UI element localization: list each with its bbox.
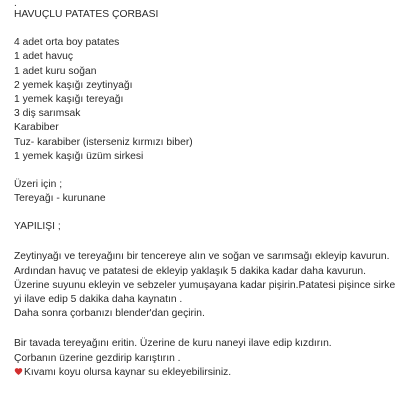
ingredient-item: 2 yemek kaşığı zeytinyağı [14, 79, 133, 91]
ingredient-item: 1 adet havuç [14, 51, 73, 63]
spacer [14, 22, 396, 36]
topping-text: Tereyağı - kurunane [14, 193, 106, 205]
ingredient-item: 4 adet orta boy patates [14, 37, 120, 49]
spacer [14, 164, 396, 178]
ingredient-item: 1 yemek kaşığı üzüm sirkesi [14, 150, 144, 162]
tip-line [14, 366, 396, 380]
tip-text: Kıvamı koyu olursa kaynar su ekleyebilirsiniz. [24, 366, 232, 378]
spacer [14, 234, 396, 250]
final-step: Çorbanın üzerine gezdirip karıştırın . [14, 352, 181, 364]
spacer [14, 206, 396, 220]
ingredient-item: Karabiber [14, 122, 59, 134]
ingredient-item: 1 yemek kaşığı tereyağı [14, 93, 124, 105]
ingredient-item: 1 adet kuru soğan [14, 65, 97, 77]
red-heart-icon [14, 367, 23, 376]
ingredient-list [14, 36, 396, 164]
recipe-title: HAVUÇLU PATATES ÇORBASI [14, 9, 159, 20]
final-steps [14, 337, 396, 365]
method-steps [14, 250, 396, 321]
topping-heading: Üzeri için ; [14, 178, 63, 190]
recipe-note [14, 0, 396, 380]
method-step: Ardından havuç ve patatesi de ekleyip yaklaşık 5 dakika kadar daha kavurun. [14, 265, 367, 277]
final-step: Bir tavada tereyağını eritin. Üzerine de kuru naneyi ilave edip kızdırın. [14, 338, 332, 350]
ingredient-item: Tuz- karabiber (isterseniz kırmızı biber) [14, 136, 193, 148]
top-mark: . [14, 0, 17, 9]
method-step: Zeytinyağı ve tereyağını bir tencereye alın ve soğan ve sarımsağı ekleyip kavurun. [14, 251, 390, 263]
method-heading: YAPILIŞI ; [14, 221, 61, 233]
method-step: Üzerine suyunu ekleyin ve sebzeler yumuşayana kadar pişirin.Patatesi pişince sirke yi ilave edip 5 dakika daha kaynatın . [14, 279, 396, 306]
spacer [14, 321, 396, 337]
method-step: Daha sonra çorbanızı blender'dan geçirin. [14, 308, 205, 320]
ingredient-item: 3 diş sarımsak [14, 108, 81, 120]
